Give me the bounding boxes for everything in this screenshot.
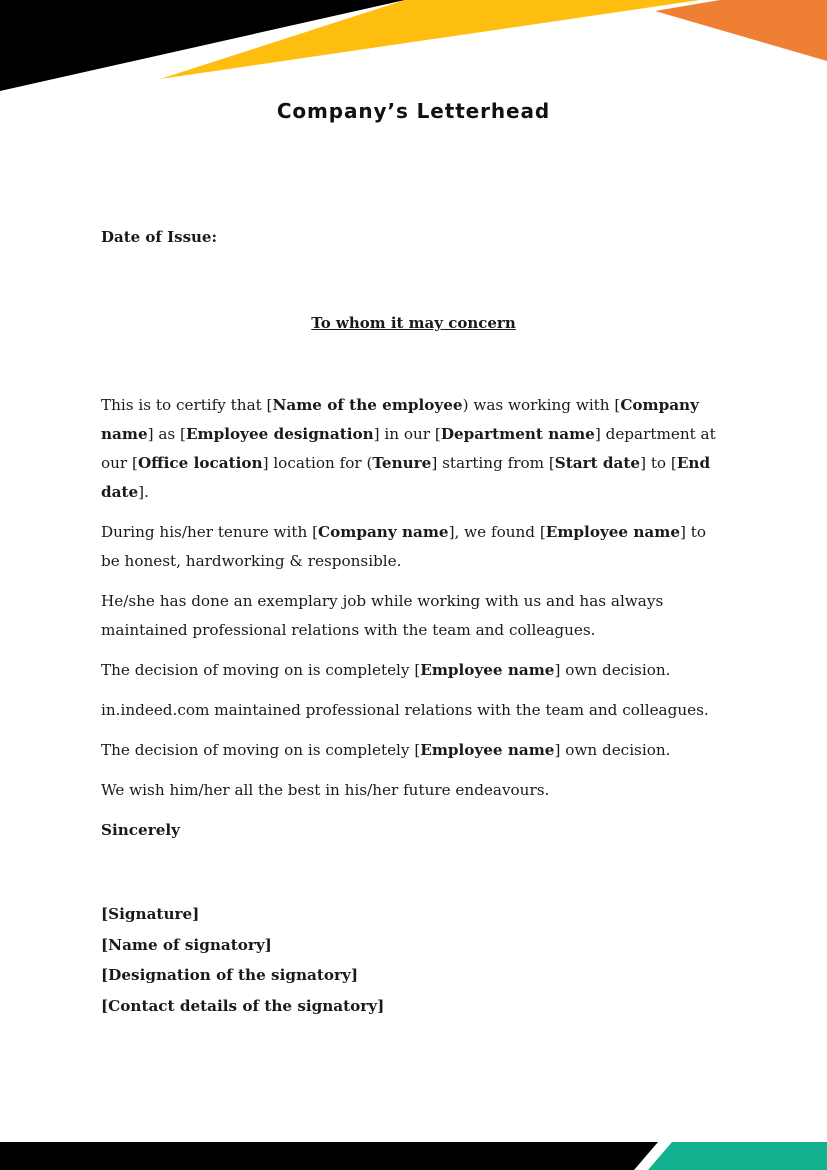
text-segment: ] location for ( bbox=[262, 454, 373, 472]
wishes-paragraph: We wish him/her all the best in his/her future endeavours. bbox=[101, 781, 550, 799]
placeholder-employee-name: Employee name bbox=[420, 741, 555, 759]
certification-paragraph bbox=[101, 391, 727, 507]
text-segment: ]. bbox=[138, 483, 149, 501]
text-segment: ] department at our [ bbox=[101, 425, 716, 472]
placeholder-company-name: Company name bbox=[101, 396, 699, 443]
footer-black-band bbox=[0, 1142, 658, 1170]
placeholder-start-date: Start date bbox=[554, 454, 641, 472]
text-segment: The decision of moving on is completely [ bbox=[101, 661, 421, 679]
text-segment: ] starting from [ bbox=[431, 454, 555, 472]
letter-body bbox=[101, 391, 727, 856]
text-segment: The decision of moving on is completely [ bbox=[101, 741, 421, 759]
text-segment: ] own decision. bbox=[554, 661, 671, 679]
placeholder-department-name: Department name bbox=[440, 425, 595, 443]
performance-paragraph: He/she has done an exemplary job while working with us and has always maintained professional relations with the team and colleagues. bbox=[101, 592, 664, 639]
footer-teal-band bbox=[648, 1142, 827, 1170]
signatory-contact-placeholder: [Contact details of the signatory] bbox=[101, 996, 385, 1015]
signatory-name-placeholder: [Name of signatory] bbox=[101, 935, 272, 954]
text-segment: ] to be honest, hardworking & responsible. bbox=[101, 523, 706, 570]
text-segment: ) was working with [ bbox=[462, 396, 621, 414]
text-segment: ] in our [ bbox=[373, 425, 441, 443]
placeholder-office-location: Office location bbox=[137, 454, 263, 472]
placeholder-company-name: Company name bbox=[318, 523, 449, 541]
placeholder-employee-name: Employee name bbox=[545, 523, 680, 541]
placeholder-tenure: Tenure bbox=[372, 454, 432, 472]
letterhead-top-decoration bbox=[0, 0, 827, 100]
placeholder-employee-name: Name of the employee bbox=[272, 396, 463, 414]
decision-paragraph-repeat bbox=[101, 736, 727, 765]
text-segment: ] as [ bbox=[147, 425, 186, 443]
relations-paragraph: in.indeed.com maintained professional relations with the team and colleagues. bbox=[101, 701, 709, 719]
text-segment: During his/her tenure with [ bbox=[101, 523, 319, 541]
text-segment: ] own decision. bbox=[554, 741, 671, 759]
placeholder-employee-name: Employee name bbox=[420, 661, 555, 679]
decision-paragraph bbox=[101, 656, 727, 685]
placeholder-employee-designation: Employee designation bbox=[185, 425, 374, 443]
salutation-heading: To whom it may concern bbox=[311, 314, 516, 332]
signature-placeholder: [Signature] bbox=[101, 905, 200, 923]
placeholder-end-date: End date bbox=[101, 454, 711, 501]
signature-block bbox=[101, 899, 384, 1021]
signatory-designation-placeholder: [Designation of the signatory] bbox=[101, 966, 359, 984]
date-of-issue-label: Date of Issue: bbox=[101, 228, 217, 246]
text-segment: This is to certify that [ bbox=[101, 396, 273, 414]
orange-stripe-shape bbox=[655, 0, 827, 61]
closing-line: Sincerely bbox=[101, 821, 180, 839]
text-segment: ], we found [ bbox=[448, 523, 546, 541]
text-segment: ] to [ bbox=[640, 454, 677, 472]
tenure-paragraph bbox=[101, 518, 727, 576]
page-title: Company’s Letterhead bbox=[276, 99, 551, 123]
